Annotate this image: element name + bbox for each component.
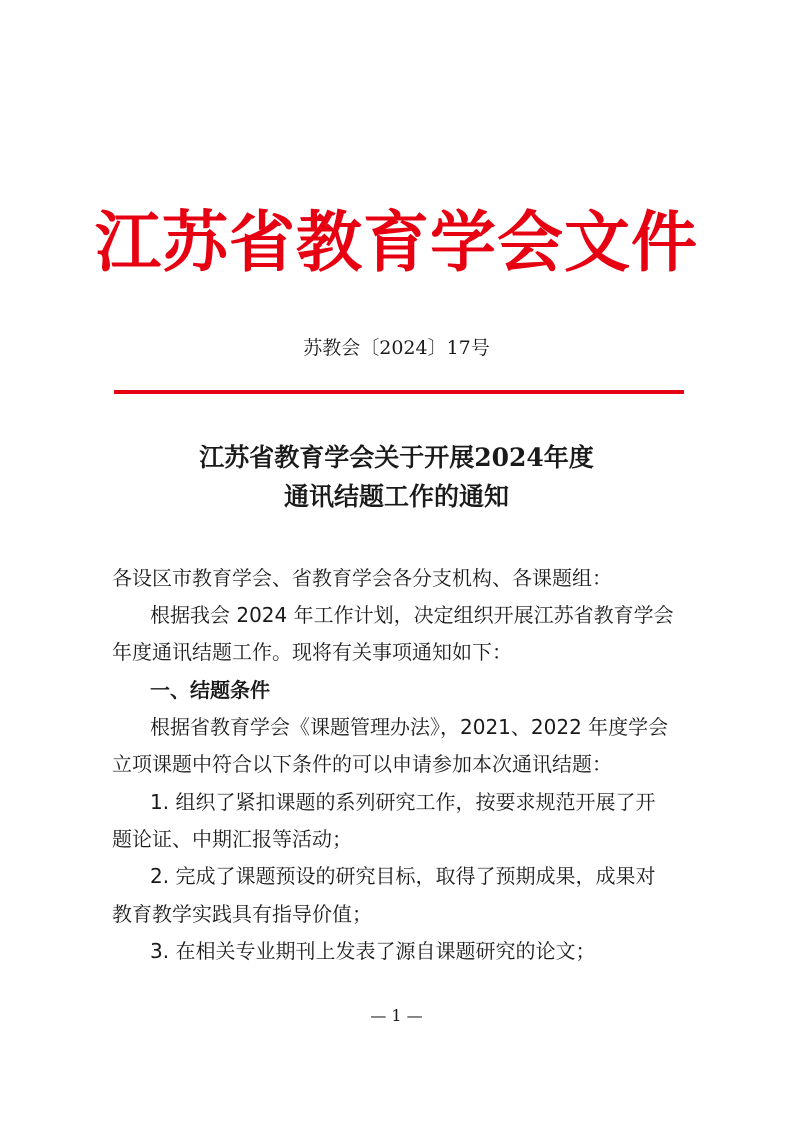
condition-item-1-line-2: 题论证、中期汇报等活动； — [112, 827, 352, 851]
document-number: 苏教会〔2024〕17号 — [303, 337, 490, 359]
salutation: 各设区市教育学会、省教育学会各分支机构、各课题组： — [112, 566, 612, 590]
red-divider — [114, 390, 684, 394]
condition-item-1-line-1: 1. 组织了紧扣课题的系列研究工作，按要求规范开展了开 — [150, 790, 656, 814]
paragraph-1-line-2: 年度通讯结题工作。现将有关事项通知如下： — [112, 640, 512, 664]
page-number: — 1 — — [370, 1006, 423, 1025]
condition-item-2-line-2: 教育教学实践具有指导价值； — [112, 902, 372, 926]
notice-title-line-2: 通讯结题工作的通知 — [283, 482, 509, 511]
masthead-title: 江苏省教育学会文件 — [95, 203, 698, 281]
paragraph-2-line-1: 根据省教育学会《课题管理办法》，2021、2022 年度学会 — [150, 715, 669, 739]
paragraph-1-line-1: 根据我会 2024 年工作计划，决定组织开展江苏省教育学会 — [150, 603, 674, 627]
paragraph-2-line-2: 立项课题中符合以下条件的可以申请参加本次通讯结题： — [112, 752, 612, 776]
condition-item-2-line-1: 2. 完成了课题预设的研究目标，取得了预期成果，成果对 — [150, 864, 656, 888]
section-heading-conditions: 一、结题条件 — [150, 678, 270, 702]
condition-item-3-line-1: 3. 在相关专业期刊上发表了源自课题研究的论文； — [150, 939, 596, 963]
notice-title-line-1: 江苏省教育学会关于开展2024年度 — [199, 443, 594, 472]
